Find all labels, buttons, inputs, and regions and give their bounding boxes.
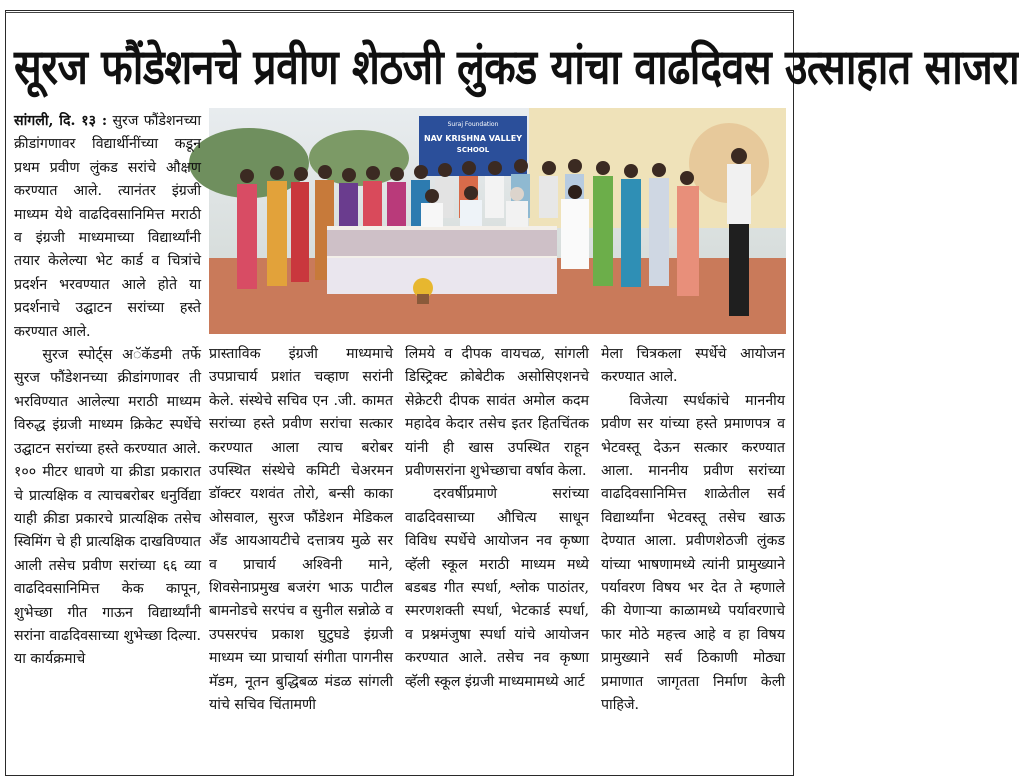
banner-top-text: Suraj Foundation <box>447 121 499 128</box>
col1-para-2: सुरज स्पोर्ट्स अॅकॅडमी तर्फे सुरज फौंडेशनच्या क्रीडांगणावर ती भरविण्यात आलेल्या मराठी माध्यम विरुद्ध इंग्रजी माध्यम क्रिकेट स्पर्धेचे उद्घाटन सरांच्या हस्ते करण्यात आले. १०० मीटर धावणे या क्रीडा प्रकारात चे प्रात्यक्षिक व त्याचबरोबर धनुर्विद्या याही क्रीडा प्रकारचे प्रात्यक्षिक तसेच स्विमिंग चे ही प्रात्यक्षिक दाखविण्यात आली तसेच प्रवीण सरांच्या ६६ व्या वाढदिवसानिमित्त केक कापून, शुभेच्छा गीत गाऊन विद्यार्थ्यांनी सरांना वाढदिवसाच्या शुभेच्छा दिल्या. या कार्यक्रमाचे <box>14 347 201 668</box>
col2-para-1: प्रास्ताविक इंग्रजी माध्यमाचे उपप्राचार्य प्रशांत चव्हाण सरांनी केले. संस्थेचे सचिव एन .जी. कामत सरांच्या हस्ते प्रवीण सरांचा सत्कार करण्यात आला त्याच बरोबर उपस्थित संस्थेचे कमिटी चेअरमन डॉक्टर यशवंत तोरो, बन्सी काका ओसवाल, सुरज फौंडेशन मेडिकल अँड आयआयटीचे दत्तात्रय मुळे सर व प्राचार्य अश्विनी माने, शिवसेनाप्रमुख बजरंग भाऊ पाटील बामनोडचे सरपंच व सुनील सन्नोळे व उपसरपंच प्रकाश घुटुघडे इंग्रजी माध्यम च्या प्राचार्या संगीता पागनीस मॅडम, नूतन बुद्धिबळ मंडळ सांगली यांचे सचिव चिंतामणी <box>209 346 393 714</box>
col4-para-1: मेला चित्रकला स्पर्धेचे आयोजन करण्यात आले. <box>601 346 785 386</box>
column-4 <box>601 343 785 761</box>
headline: सूरज फौंडेशनचे प्रवीण शेठजी लुंकड यांचा वाढदिवस उत्साहात साजरा <box>14 38 1019 96</box>
col1-text-1: सुरज फौंडेशनच्या क्रीडांगणावर विद्यार्थीनींच्या कडून प्रथम प्रवीण लुंकड सरांचे औक्षण करण्यात आले. त्यानंतर इंग्रजी माध्यम येथे वाढदिवसानिमित्त मराठी व इंग्रजी माध्यमाच्या विद्यार्थ्यांनी तयार केलेल्या भेट कार्ड व चित्रांचे प्रदर्शन भरवण्यात आले होते या प्रदर्शनाचे उद्घाटन सरांच्या हस्ते करण्यात आले. <box>14 113 201 340</box>
banner-main-text: NAV KRISHNA VALLEY <box>423 134 523 143</box>
event-photo <box>209 108 786 334</box>
top-rule <box>5 12 794 13</box>
column-2 <box>209 343 393 761</box>
column-1 <box>14 110 201 760</box>
dateline: सांगली, दि. १३ : <box>14 113 108 129</box>
col1-para-1 <box>14 110 201 344</box>
col3-para-2: दरवर्षीप्रमाणे सरांच्या वाढदिवसाच्या औचित्य साधून विविध स्पर्धेचे आयोजन नव कृष्णा व्हॅली स्कूल मराठी माध्यम मध्ये बडबड गीत स्पर्धा, श्लोक पाठांतर, स्मरणशक्ती स्पर्धा, भेटकार्ड स्पर्धा, व प्रश्नमंजुषा स्पर्धा यांचे आयोजन करण्यात आले. तसेच नव कृष्णा व्हॅली स्कूल इंग्रजी माध्यमामध्ये आर्ट <box>405 486 589 690</box>
col4-para-2: विजेत्या स्पर्धकांचे माननीय प्रवीण सर यांच्या हस्ते प्रमाणपत्र व भेटवस्तू देऊन सत्कार करण्यात आला. माननीय प्रवीण सरांच्या वाढदिवसानिमित्त शाळेतील सर्व विद्यार्थ्यांना भेटवस्तू तसेच खाऊ देण्यात आला. प्रवीणशेठजी लुंकड यांच्या भाषणामध्ये त्यांनी प्रामुख्याने पर्यावरण विषय भर देत ते म्हणाले की येणाऱ्या काळामध्ये पर्यावरणाचे फार मोठे महत्त्व आहे व हा विषय प्रामुख्याने सर्व ठिकाणी मोठ्या प्रमाणात जागृतता निर्माण केली पाहिजे. <box>601 392 785 714</box>
column-3 <box>405 343 589 761</box>
col3-para-1: लिमये व दीपक वायचळ, सांगली डिस्ट्रिक्ट क्रोबेटीक असोसिएशनचे सेक्रेटरी दीपक सावंत अमोल कदम महादेव केदार तसेच इतर हितचिंतक यांनी ही खास उपस्थित राहून प्रवीणसरांना शुभेच्छाचा वर्षाव केला. <box>405 346 589 480</box>
group-photo-illustration <box>209 108 786 334</box>
banner-sub-text: SCHOOL <box>456 146 490 154</box>
